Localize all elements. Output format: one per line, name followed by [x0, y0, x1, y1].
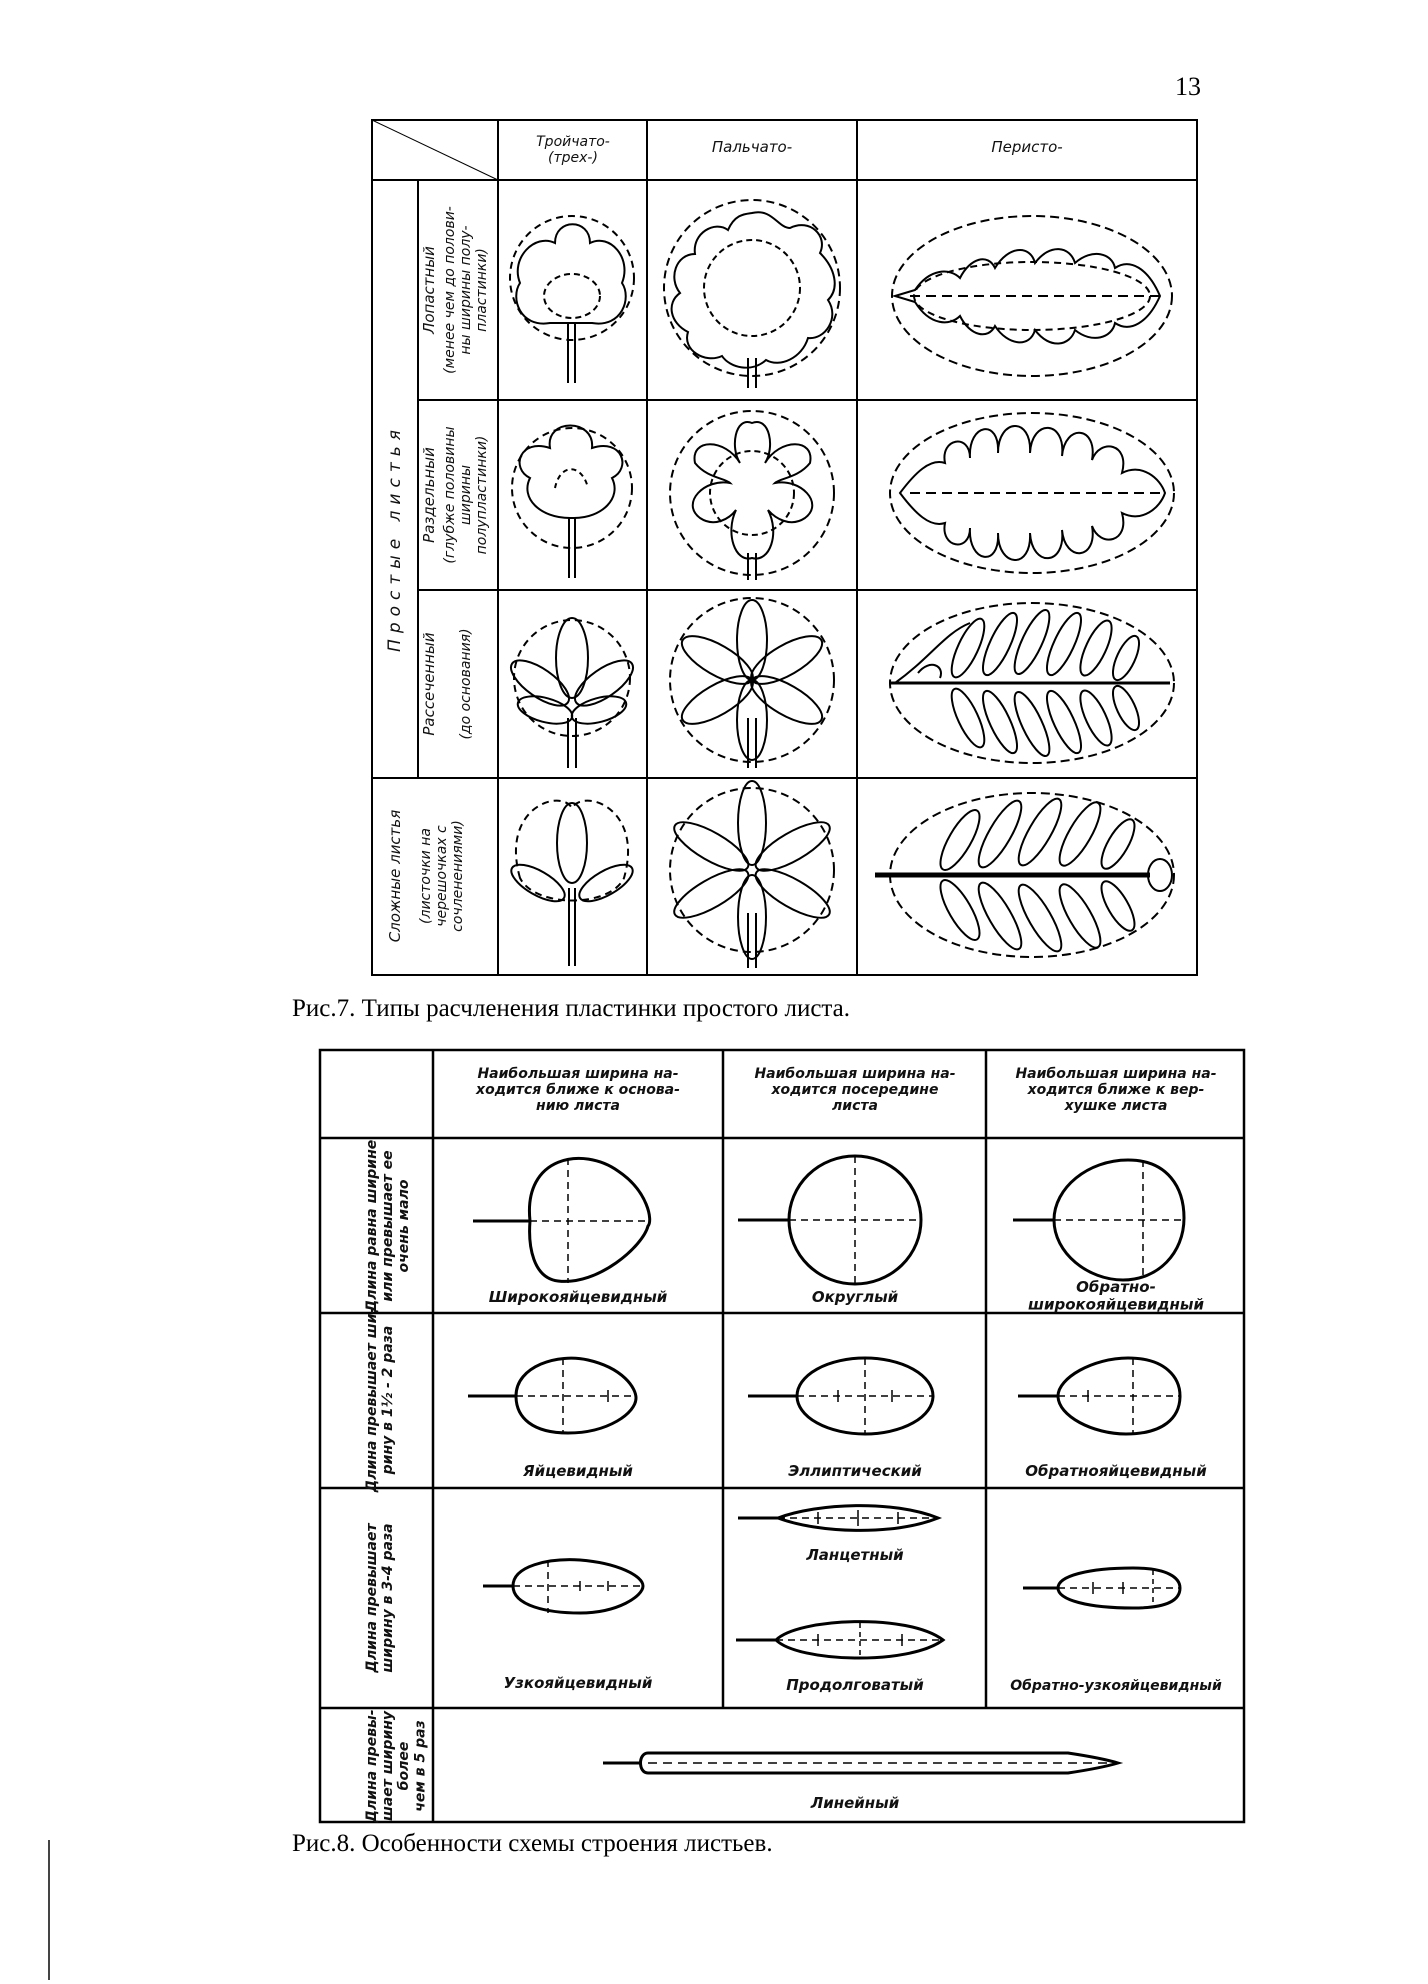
fig8-label-linear: Линейный	[810, 1794, 900, 1812]
fig8-shape-round	[738, 1156, 921, 1284]
fig8-shape-narrow-ovate	[483, 1560, 643, 1613]
fig8-shape-lanceolate	[738, 1506, 938, 1531]
fig7-row1-name: Лопастный	[420, 246, 438, 334]
fig8-shape-obovate	[1018, 1358, 1180, 1434]
fig7-palmate-dissected-drawing	[670, 598, 834, 768]
fig8-row-header-3: Длина превышаетширину в 3-4 раза	[364, 1523, 397, 1673]
fig7-pinnate-lobed-drawing	[892, 216, 1172, 376]
fig7-outer-border	[372, 120, 1197, 975]
fig8-shape-ovate	[468, 1358, 636, 1434]
fig7-col-header-2: Пальчато-	[711, 138, 793, 156]
fig8-label-oblong: Продолговатый	[786, 1676, 924, 1694]
figure7-caption: Рис.7. Типы расчленения пластинки простого листа.	[292, 995, 851, 1022]
fig8-label-round: Округлый	[811, 1288, 899, 1306]
fig8-shape-oblong	[736, 1622, 943, 1658]
fig7-group-label: Простые листья	[385, 424, 405, 652]
fig8-label-ovate: Яйцевидный	[523, 1462, 633, 1480]
fig7-row3-name: Рассеченный	[420, 632, 438, 736]
fig8-col-header-3: Наибольшая ширина на-ходится ближе к вер-хушке листа	[1015, 1066, 1217, 1115]
figure8-table	[318, 1048, 1248, 1828]
fig7-pinnate-compound-drawing	[875, 793, 1174, 957]
fig8-row-header-2: Длина превышает ши-рину в 1½ - 2 раза	[364, 1307, 397, 1493]
fig8-label-elliptic: Эллиптический	[788, 1462, 922, 1480]
fig8-shape-elliptic	[748, 1358, 933, 1434]
fig7-row1-note: (менее чем до полови-ны ширины полу-пластинки)	[442, 206, 491, 374]
fig8-shape-linear	[603, 1753, 1118, 1773]
fig8-outer-border	[320, 1050, 1244, 1822]
fig7-trifoliate-compound-drawing	[506, 801, 638, 966]
fig8-label-obovate-wide: Обратно-широкояйцевидный	[1028, 1278, 1204, 1314]
fig7-palmate-parted-drawing	[670, 411, 834, 580]
fig7-palmate-lobed-drawing	[664, 200, 840, 388]
page-number: 13	[1175, 72, 1201, 101]
fig7-row2-name: Раздельный	[420, 447, 438, 543]
fig7-row3-note: (до основания)	[458, 628, 474, 740]
fig7-trifoliate-dissected-drawing	[504, 618, 640, 768]
fig7-row2-note: (глубже половинышириныполупластинки)	[442, 426, 491, 564]
fig7-row4-name: Сложные листья	[386, 809, 404, 943]
scan-edge-line	[48, 1840, 50, 1980]
fig8-row-header-1: Длина равна ширинеили превышает ееочень мало	[364, 1139, 413, 1313]
fig8-col-header-2: Наибольшая ширина на-ходится посередине листа	[754, 1066, 956, 1115]
fig7-col-header-3: Перисто-	[991, 138, 1063, 156]
fig8-label-lanceolate: Ланцетный	[806, 1546, 904, 1564]
fig7-palmate-compound-drawing	[668, 781, 836, 968]
fig8-shape-obovate-wide	[1013, 1160, 1184, 1280]
fig7-trifoliate-parted-drawing	[512, 426, 632, 579]
fig8-label-obovate: Обратнояйцевидный	[1025, 1462, 1207, 1480]
fig8-label-wide-ovate: Широкояйцевидный	[488, 1288, 668, 1306]
fig8-shape-obovate-narrow	[1023, 1568, 1180, 1608]
figure7-table	[370, 118, 1200, 978]
fig8-label-obovate-narrow: Обратно-узкояйцевидный	[1010, 1678, 1222, 1694]
fig7-pinnate-parted-drawing	[890, 413, 1174, 573]
fig7-row4-note: (листочки начерешочках ссочленениями)	[418, 820, 467, 932]
fig7-pinnate-dissected-drawing	[890, 603, 1174, 763]
fig8-shape-wide-ovate	[473, 1158, 650, 1283]
fig8-label-narrow-ovate: Узкояйцевидный	[503, 1674, 653, 1692]
fig8-row-header-4: Длина превы-шает ширинуболеечем в 5 раз	[364, 1709, 429, 1823]
fig7-trifoliate-lobed-drawing	[510, 216, 634, 383]
figure8-caption: Рис.8. Особенности схемы строения листьев.	[292, 1830, 773, 1857]
fig7-col-header-1: Тройчато-(трех-)	[536, 134, 610, 167]
fig8-col-header-1: Наибольшая ширина на-ходится ближе к основа-нию листа	[476, 1066, 680, 1115]
